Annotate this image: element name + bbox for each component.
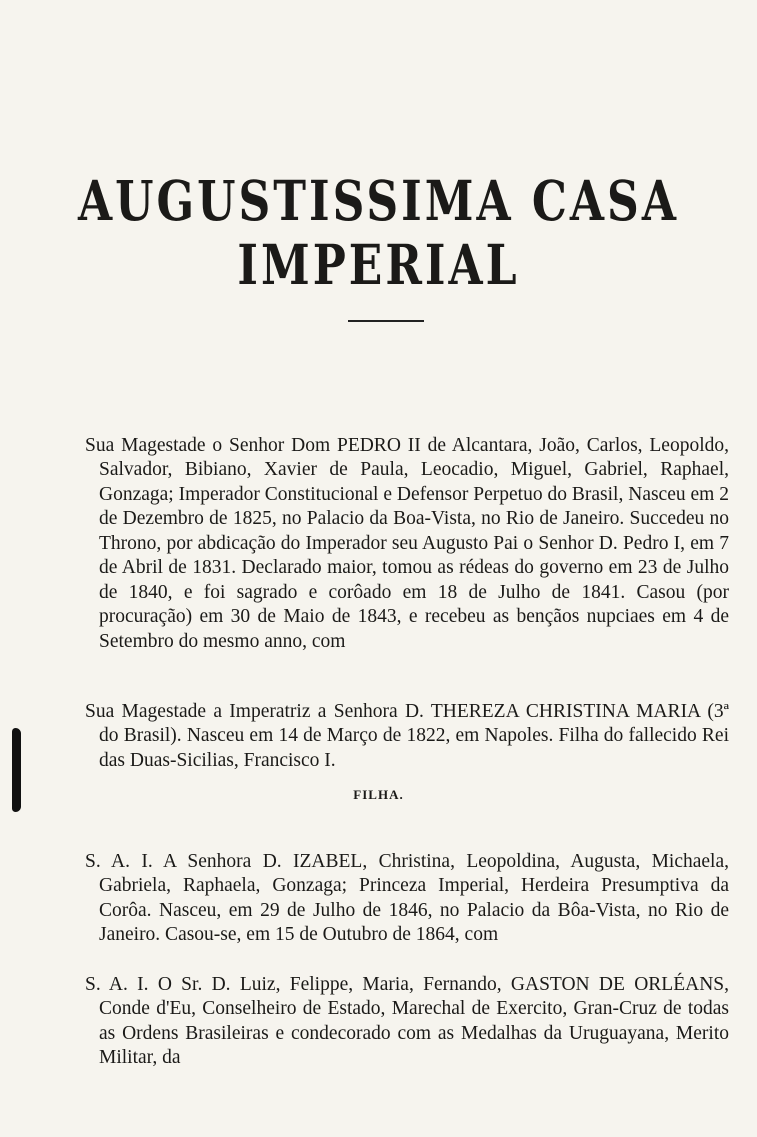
entry-empress: Sua Magestade a Imperatriz a Senhora D. THEREZA CHRISTINA MARIA (3ª do Brasil). Nasceu em 14 de Março de 1822, em Napoles. Filha do fallecido Rei das Duas-Sicilias, Francisco I.	[85, 700, 729, 771]
entry-count-deu: S. A. I. O Sr. D. Luiz, Felippe, Maria, Fernando, GASTON DE ORLÉANS, Conde d'Eu, Conselheiro de Estado, Marechal de Exercito, Gran-Cruz de todas as Ordens Brasileiras e condecorado com as Medalhas da Uruguayana, Merito Militar, da	[85, 973, 729, 1068]
title-divider	[348, 320, 424, 322]
section-heading-filha: FILHA.	[353, 787, 404, 802]
entry-emperor: Sua Magestade o Senhor Dom PEDRO II de Alcantara, João, Carlos, Leopoldo, Salvador, Bibiano, Xavier de Paula, Leocadio, Miguel, Gabriel, Raphael, Gonzaga; Imperador Constitucional e Defensor Perpetuo do Brasil, Nasceu em 2 de Dezembro de 1825, no Palacio da Boa-Vista, no Rio de Janeiro. Succedeu no Throno, por abdicação do Imperador seu Augusto Pai o Senhor D. Pedro I, em 7 de Abril de 1831. Declarado maior, tomou as rédeas do governo em 23 de Julho de 1840, e foi sagrado e corôado em 18 de Julho de 1841. Casou (por procuração) em 30 de Maio de 1843, e recebeu as bençãos nupciaes em 4 de Setembro do mesmo anno, com	[85, 434, 729, 652]
page-edge-mark	[12, 728, 21, 812]
entry-princess: S. A. I. A Senhora D. IZABEL, Christina, Leopoldina, Augusta, Michaela, Gabriela, Raphaela, Gonzaga; Princeza Imperial, Herdeira Presumptiva da Corôa. Nasceu, em 29 de Julho de 1846, no Palacio da Bôa-Vista, no Rio de Janeiro. Casou-se, em 15 de Outubro de 1864, com	[85, 850, 729, 945]
page-title: AUGUSTISSIMA CASA IMPERIAL	[78, 170, 679, 298]
